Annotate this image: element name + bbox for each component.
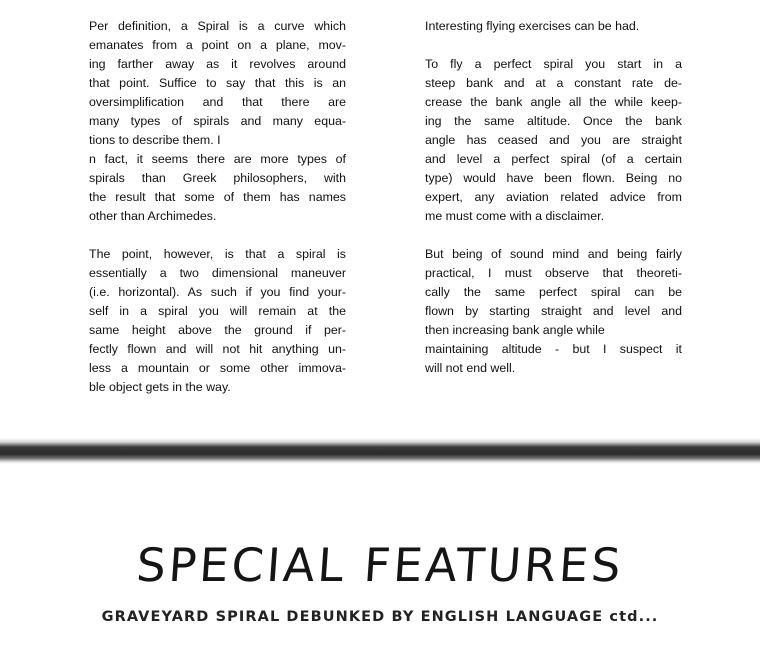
text-line: steep bank and at a constant rate de- <box>425 76 682 90</box>
text-line: ble object gets in the way. <box>89 380 231 394</box>
text-line: fectly flown and will not hit anything un- <box>89 342 346 356</box>
text-line: crease the bank angle all the while keep- <box>425 95 682 109</box>
text-line: will not end well. <box>425 361 516 375</box>
text-line: expert, any aviation related advice from <box>425 190 682 204</box>
text-line: other than Archimedes. <box>89 209 217 223</box>
section-subtitle: GRAVEYARD SPIRAL DEBUNKED BY ENGLISH LANGUAGE ctd... <box>101 609 659 625</box>
text-line: me must come with a disclaimer. <box>425 209 605 223</box>
text-line: The point, however, is that a spiral is <box>89 247 346 261</box>
text-line: essentially a two dimensional maneuver <box>89 266 346 280</box>
right-paragraph-2 <box>425 55 682 226</box>
text-line: (i.e. horizontal). As such if you find your- <box>89 285 346 299</box>
paragraph-gap <box>89 226 346 245</box>
text-line: ing the same altitude. Once the bank <box>425 114 682 128</box>
text-line: ing farther away as it revolves around <box>89 57 346 71</box>
text-line: and level a perfect spiral (of a certain <box>425 152 682 166</box>
text-line: that point. Suffice to say that this is an <box>89 76 346 90</box>
text-line: But being of sound mind and being fairly <box>425 247 682 261</box>
left-paragraph-1 <box>89 17 346 226</box>
special-features-title: SPECIAL FEATURES <box>134 538 626 592</box>
text-line: To fly a perfect spiral you start in a <box>425 57 682 71</box>
right-paragraph-1 <box>425 17 682 36</box>
text-line: same height above the ground if per- <box>89 323 346 337</box>
right-paragraph-3 <box>425 245 682 378</box>
text-line: oversimplification and that there are <box>89 95 346 109</box>
text-line: type) would have been flown. Being no <box>425 171 682 185</box>
left-column <box>89 17 346 397</box>
left-paragraph-2 <box>89 245 346 397</box>
text-line: cally the same perfect spiral can be <box>425 285 682 299</box>
text-line: the result that some of them has names <box>89 190 346 204</box>
document-page-bottom <box>0 464 760 652</box>
text-line: self in a spiral you will remain at the <box>89 304 346 318</box>
text-line: Per definition, a Spiral is a curve which <box>89 19 346 33</box>
right-column <box>425 17 682 378</box>
page-divider <box>0 438 760 464</box>
text-line: n fact, it seems there are more types of <box>89 152 346 166</box>
text-line: tions to describe them. I <box>89 133 221 147</box>
text-line: practical, I must observe that theoreti- <box>425 266 682 280</box>
paragraph-gap <box>425 36 682 55</box>
text-line: then increasing bank angle while <box>425 323 605 337</box>
text-line: maintaining altitude - but I suspect it <box>425 342 682 356</box>
text-line: flown by starting straight and level and <box>425 304 682 318</box>
text-line: angle has ceased and you are straight <box>425 133 682 147</box>
paragraph-gap <box>425 226 682 245</box>
text-line: less a mountain or some other immova- <box>89 361 346 375</box>
text-line: Interesting flying exercises can be had. <box>425 19 640 33</box>
text-line: emanates from a point on a plane, mov- <box>89 38 346 52</box>
text-line: spirals than Greek philosophers, with <box>89 171 346 185</box>
text-line: many types of spirals and many equa- <box>89 114 346 128</box>
